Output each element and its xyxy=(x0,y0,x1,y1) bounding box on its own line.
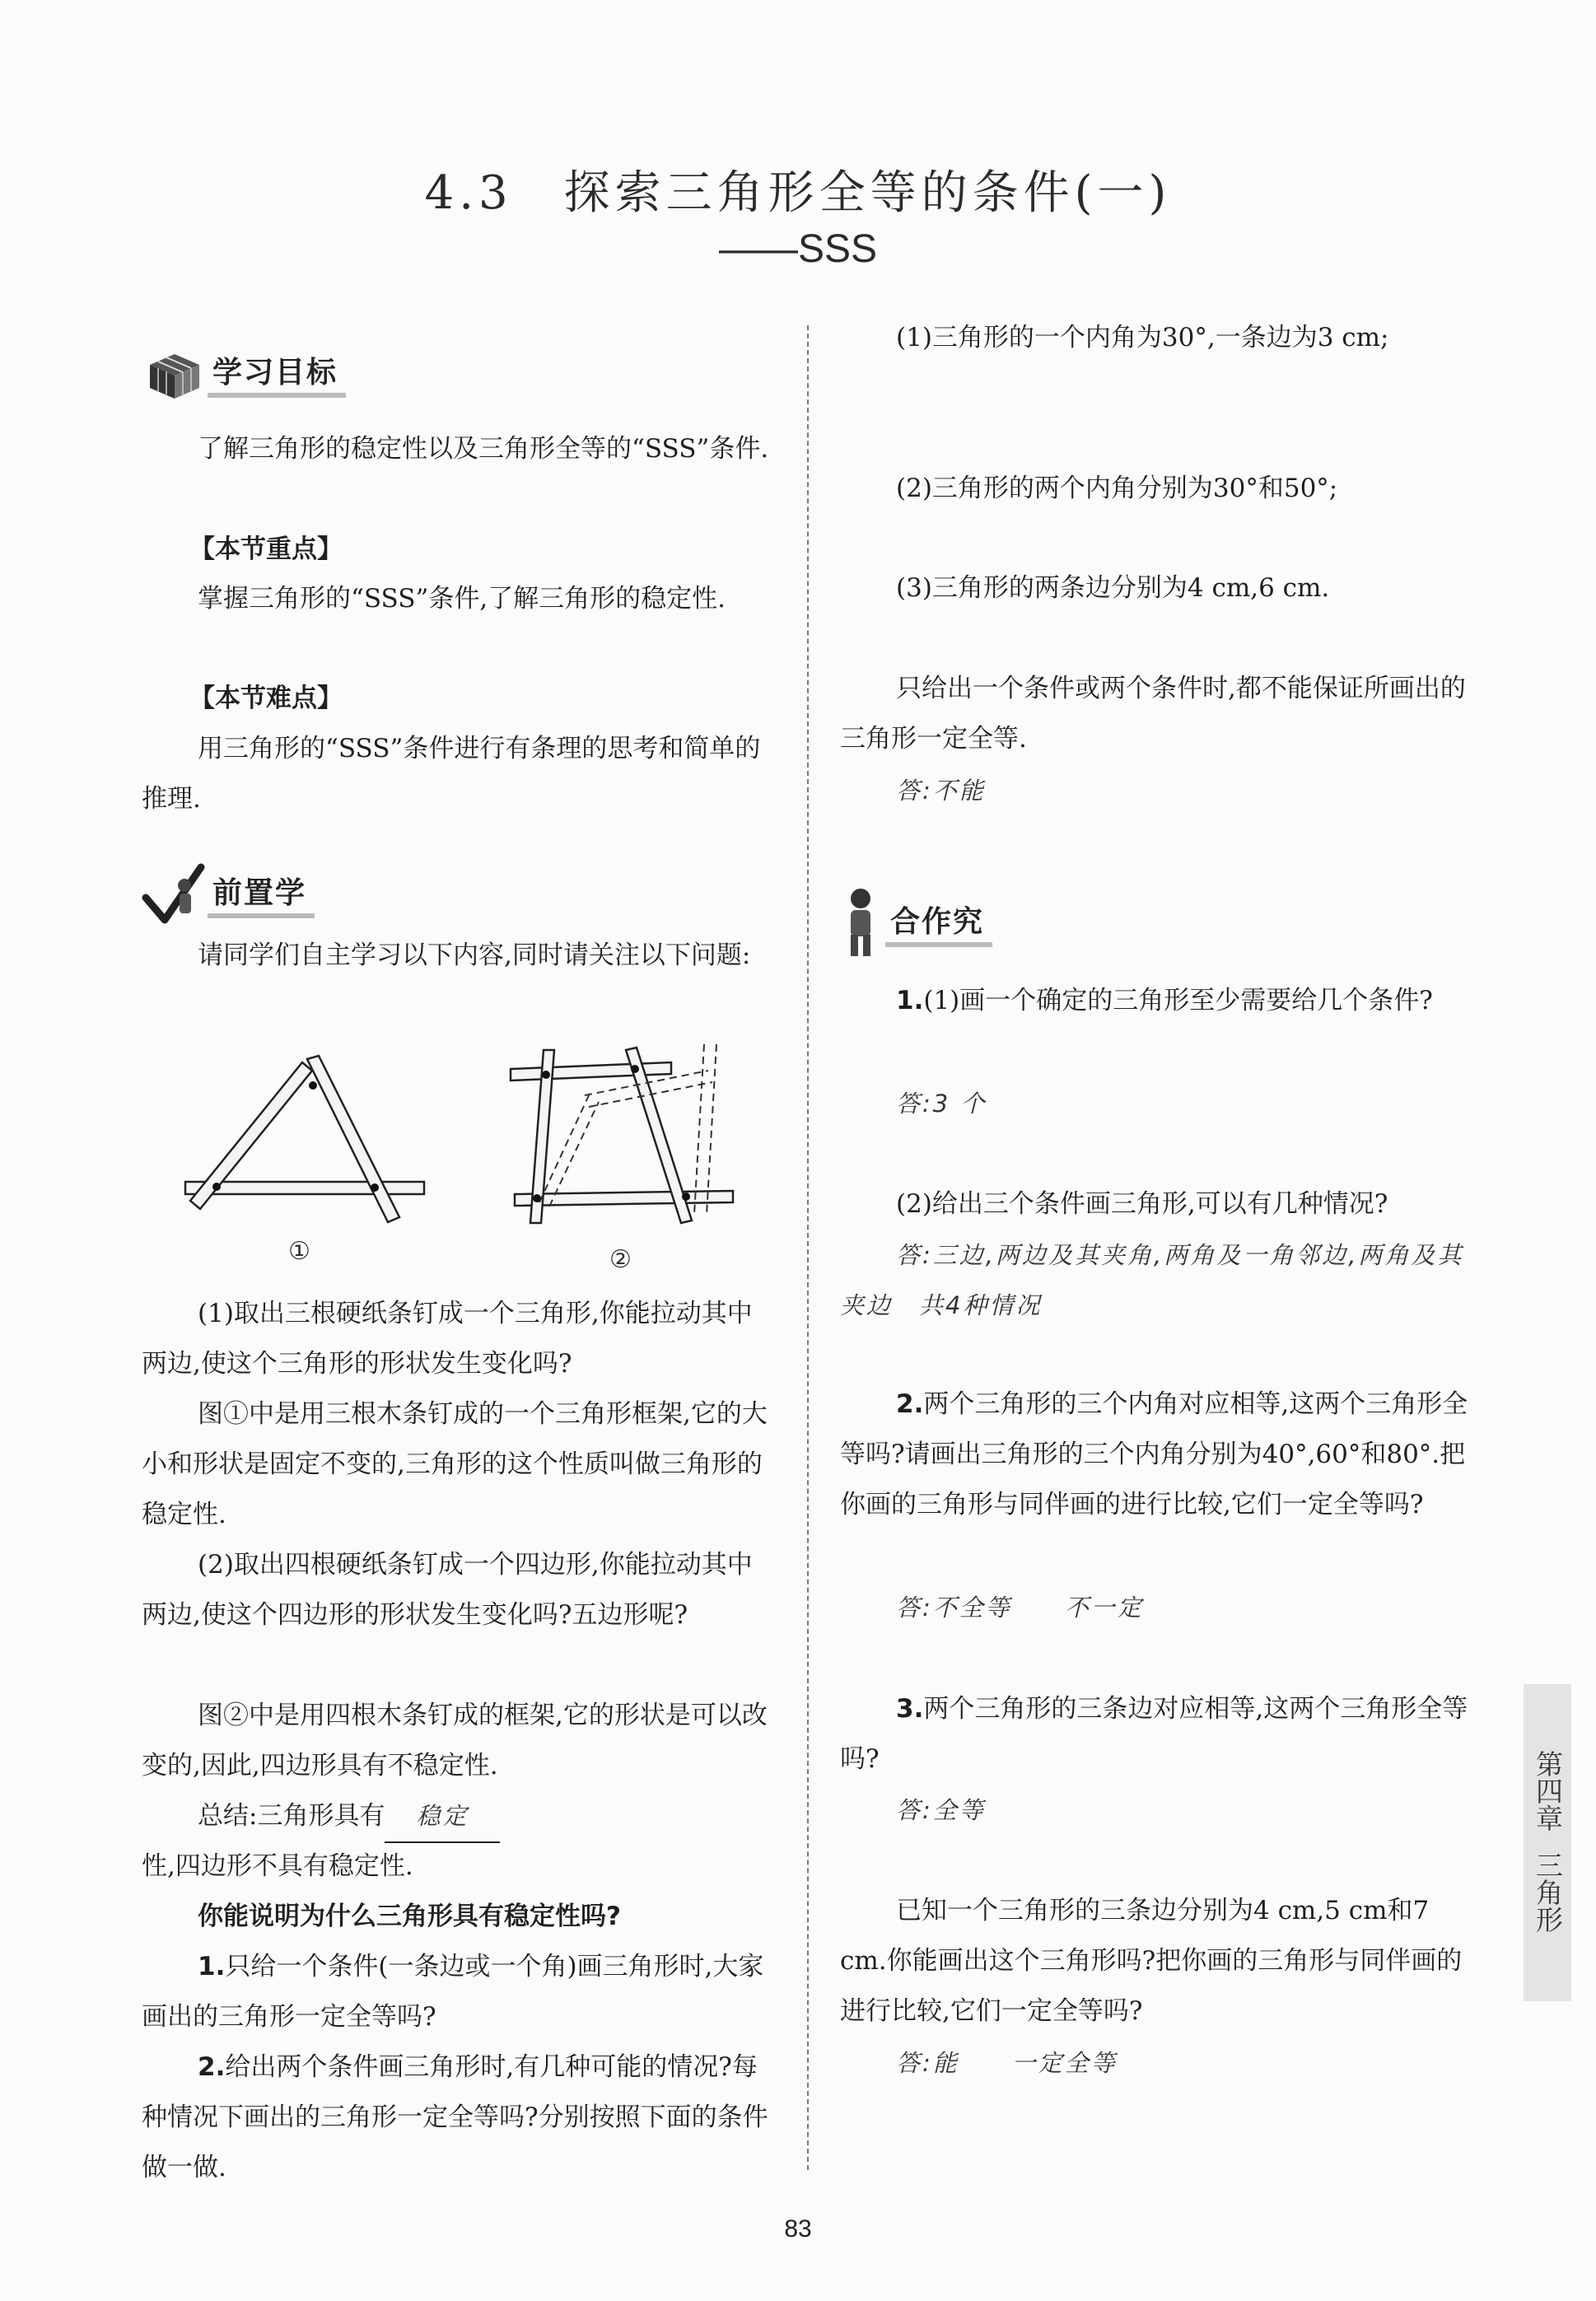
checkmark-figure-icon xyxy=(142,861,208,926)
conclusion-text: 只给出一个条件或两个条件时,都不能保证所画出的三角形一定全等. xyxy=(840,674,1466,754)
goals-text: 了解三角形的稳定性以及三角形全等的“SSS”条件. xyxy=(198,434,769,464)
chapter-label: 第四章 xyxy=(1532,1750,1564,1832)
explore-2: 2.两个三角形的三个内角对应相等,这两个三角形全等吗?请画出三角形的三个内角分别为40°,60°和80°.把你画的三角形与同伴画的进行比较,它们一定全等吗? xyxy=(840,1389,1468,1519)
figure2-label: ② xyxy=(609,1245,632,1274)
explore-1b-answer: 答:三边,两边及其夹角,两角及一角邻边,两角及其夹边 共4种情况 xyxy=(840,1241,1464,1319)
coop-badge: 合作究 xyxy=(885,898,992,947)
condition-2: (2)三角形的两个内角分别为30°和50°; xyxy=(896,474,1338,503)
coop-header xyxy=(836,885,992,959)
difficulty-text: 用三角形的“SSS”条件进行有条理的思考和简单的推理. xyxy=(142,734,761,814)
preview-header xyxy=(142,861,315,926)
question-2: (2)取出四根硬纸条钉成一个四边形,你能拉动其中两边,使这个四边形的形状发生变化吗?五边形呢? xyxy=(142,1550,753,1630)
summary-suffix: 性,四边形不具有稳定性. xyxy=(142,1851,413,1881)
key-point-text: 掌握三角形的“SSS”条件,了解三角形的稳定性. xyxy=(198,584,726,614)
explore-4: 已知一个三角形的三条边分别为4 cm,5 cm和7 cm.你能画出这个三角形吗?把你画的三角形与同伴画的进行比较,它们一定全等吗? xyxy=(840,1896,1463,2026)
quadrilateral-frame-figure xyxy=(506,1038,745,1235)
difficulty-label: 【本节难点】 xyxy=(189,684,343,713)
problem-1: 1.只给一个条件(一条边或一个角)画三角形时,大家画出的三角形一定全等吗? xyxy=(142,1952,764,2032)
triangle-frame-figure xyxy=(177,1046,432,1227)
explore-1b: (2)给出三个条件画三角形,可以有几种情况? xyxy=(896,1189,1388,1219)
summary-prefix: 总结:三角形具有 xyxy=(198,1801,385,1831)
preview-badge: 前置学 xyxy=(208,870,315,918)
section-subtitle: ——SSS xyxy=(718,227,878,271)
thinker-figure-icon xyxy=(836,885,885,959)
explore-1: 1.(1)画一个确定的三角形至少需要给几个条件? xyxy=(896,986,1433,1015)
page-number: 83 xyxy=(784,2215,812,2243)
summary-answer: 稳定 xyxy=(385,1791,500,1843)
explore-3: 3.两个三角形的三条边对应相等,这两个三角形全等吗? xyxy=(840,1694,1468,1774)
preview-intro: 请同学们自主学习以下内容,同时请关注以下问题: xyxy=(198,940,751,970)
condition-1: (1)三角形的一个内角为30°,一条边为3 cm; xyxy=(896,323,1389,352)
goals-badge: 学习目标 xyxy=(208,349,346,398)
question-2-explain: 图②中是用四根木条钉成的框架,它的形状是可以改变的,因此,四边形具有不稳定性. xyxy=(142,1701,768,1781)
problem-2: 2.给出两个条件画三角形时,有几种可能的情况?每种情况下画出的三角形一定全等吗?分别按照下面的条件做一做. xyxy=(142,2052,768,2182)
explore-4-answer: 答:能 一定全等 xyxy=(896,2049,1118,2077)
question-1-explain: 图①中是用三根木条钉成的一个三角形框架,它的大小和形状是固定不变的,三角形的这个性质叫做三角形的稳定性. xyxy=(142,1399,768,1529)
chapter-topic: 三角形 xyxy=(1532,1851,1564,1933)
column-divider xyxy=(807,325,809,2170)
explore-1-answer: 答:3 个 xyxy=(896,1090,987,1118)
summary-line xyxy=(142,1791,777,1843)
section-title: 4.3 探索三角形全等的条件(一) xyxy=(424,166,1172,220)
explore-3-answer: 答:全等 xyxy=(896,1796,986,1824)
rubik-cube-icon xyxy=(142,344,208,402)
key-point-label: 【本节重点】 xyxy=(189,534,343,564)
figure1-label: ① xyxy=(288,1237,310,1266)
condition-3: (3)三角形的两条边分别为4 cm,6 cm. xyxy=(896,573,1330,603)
answer-1: 答:不能 xyxy=(896,777,986,805)
why-question: 你能说明为什么三角形具有稳定性吗? xyxy=(198,1902,621,1931)
question-1: (1)取出三根硬纸条钉成一个三角形,你能拉动其中两边,使这个三角形的形状发生变化吗? xyxy=(142,1299,753,1379)
explore-2-answer: 答:不全等 不一定 xyxy=(896,1594,1144,1622)
chapter-side-tab xyxy=(1524,1684,1571,2001)
goals-header xyxy=(142,344,346,402)
